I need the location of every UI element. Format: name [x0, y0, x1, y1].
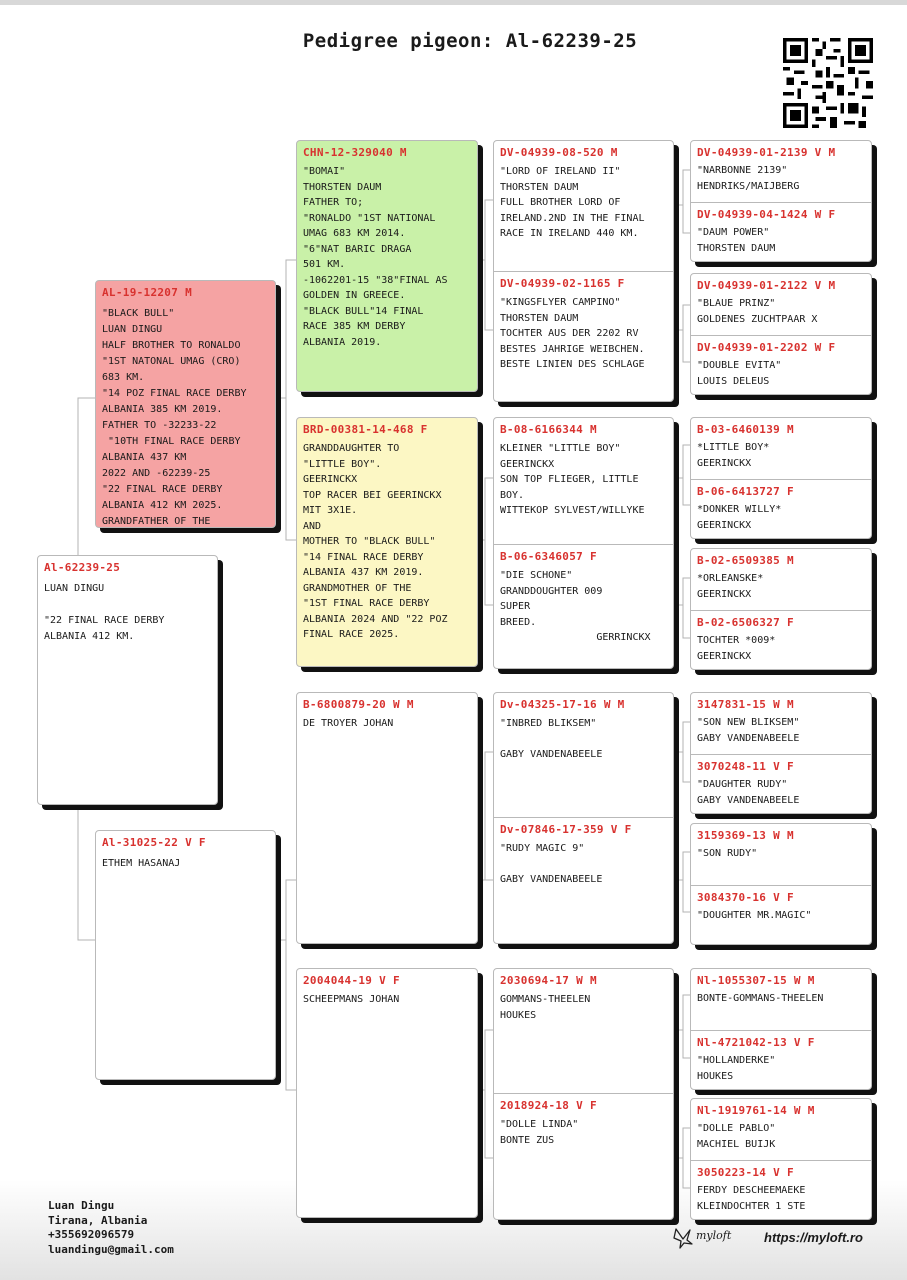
father-card: [95, 280, 276, 528]
bird-details: "DIE SCHONE" GRANDDOUGHTER 009 SUPER BREED. GERRINCKX: [500, 570, 651, 643]
ring-number: 3147831-15 W M: [697, 698, 794, 711]
ring-number: DV-04939-04-1424 W F: [697, 208, 836, 221]
mother-card: [95, 830, 276, 1080]
ring-number: 3050223-14 V F: [697, 1166, 794, 1179]
bird-details: "HOLLANDERKE" HOUKES: [697, 1055, 776, 1082]
ring-number: DV-04939-01-2202 W F: [697, 341, 836, 354]
bird-details: GOMMANS-THEELEN HOUKES: [500, 994, 591, 1021]
bird-details: "DOLLE LINDA" BONTE ZUS: [500, 1119, 579, 1146]
granddam-maternal-card: [296, 968, 478, 1218]
granddam-paternal-card: [296, 417, 478, 667]
ring-number: B-02-6509385 M: [697, 554, 794, 567]
bird-details: ETHEM HASANAJ: [102, 858, 181, 869]
bird-details: "DOUBLE EVITA" LOUIS DELEUS: [697, 360, 782, 387]
ring-number: 3084370-16 V F: [697, 891, 794, 904]
gg-grandparents-card-2: [690, 273, 872, 395]
ring-number: Al-31025-22 V F: [102, 836, 206, 849]
gg-grandparents-card-6: [690, 823, 872, 945]
bird-details: "LORD OF IRELAND II" THORSTEN DAUM FULL BROTHER LORD OF IRELAND.2ND IN THE FINAL RACE IN IRELAND 440 KM.: [500, 166, 645, 239]
ring-number: DV-04939-08-520 M: [500, 146, 618, 159]
great-grandparents-card-3: [493, 692, 674, 944]
brand-url-link[interactable]: https://myloft.ro: [764, 1230, 863, 1245]
gg-grandparents-card-5: [690, 692, 872, 814]
bird-details: "KINGSFLYER CAMPINO" THORSTEN DAUM TOCHTER AUS DER 2202 RV BESTES JAHRIGE WEIBCHEN. BESTE LINIEN DES SCHLAGE: [500, 297, 645, 370]
ring-number: 3159369-13 W M: [697, 829, 794, 842]
ring-number: DV-04939-01-2122 V M: [697, 279, 836, 292]
ring-number: 2018924-18 V F: [500, 1099, 597, 1112]
great-grandparents-card-4: [493, 968, 674, 1220]
grandsire-maternal-card: [296, 692, 478, 944]
ring-number: B-06-6346057 F: [500, 550, 597, 563]
bird-details: "SON NEW BLIKSEM" GABY VANDENABEELE: [697, 717, 800, 744]
ring-number: DV-04939-02-1165 F: [500, 277, 625, 290]
ring-number: 2004044-19 V F: [303, 974, 400, 987]
bird-details: "RUDY MAGIC 9" GABY VANDENABEELE: [500, 843, 603, 885]
bird-details: "NARBONNE 2139" HENDRIKS/MAIJBERG: [697, 165, 800, 192]
brand-bar: [672, 1226, 872, 1252]
grandsire-paternal-card: [296, 140, 478, 392]
bird-details: "INBRED BLIKSEM" GABY VANDENABEELE: [500, 718, 603, 760]
gg-grandparents-card-7: [690, 968, 872, 1090]
gg-grandparents-card-3: [690, 417, 872, 539]
page-title: Pedigree pigeon: Al-62239-25: [302, 30, 638, 52]
ring-number: Al-62239-25: [44, 561, 121, 574]
ring-number: 3070248-11 V F: [697, 760, 794, 773]
ring-number: 2030694-17 W M: [500, 974, 597, 987]
bird-details: KLEINER "LITTLE BOY" GEERINCKX SON TOP FLIEGER, LITTLE BOY. WITTEKOP SYLVEST/WILLYKE: [500, 443, 645, 516]
ring-number: Dv-04325-17-16 W M: [500, 698, 625, 711]
ring-number: Dv-07846-17-359 V F: [500, 823, 632, 836]
bird-details: LUAN DINGU "22 FINAL RACE DERBY ALBANIA 412 KM.: [44, 583, 165, 642]
ring-number: AL-19-12207 M: [102, 286, 192, 299]
bird-details: "DOUGHTER MR.MAGIC": [697, 910, 812, 921]
bird-details: "BLACK BULL" LUAN DINGU HALF BROTHER TO RONALDO "1ST NATONAL UMAG (CRO) 683 KM. "14 POZ FINAL RACE DERBY ALBANIA 385 KM 2019. FATHER TO -32233-22 "10TH FINAL RACE DERBY ALBANIA 437 KM 2022 AND -62239-25 "22 FINAL RACE DERBY ALBANIA 412 KM 2025. GRANDFATHER OF THE: [102, 308, 247, 527]
great-grandparents-card-2: [493, 417, 674, 669]
bird-details: "DAUM POWER" THORSTEN DAUM: [697, 227, 776, 254]
bird-details: FERDY DESCHEEMAEKE KLEINDOCHTER 1 STE: [697, 1185, 806, 1212]
great-grandparents-card-1: [493, 140, 674, 402]
bird-details: *DONKER WILLY* GEERINCKX: [697, 504, 782, 531]
ring-number: B-08-6166344 M: [500, 423, 597, 436]
ring-number: Nl-1055307-15 W M: [697, 974, 815, 987]
ring-number: BRD-00381-14-468 F: [303, 423, 428, 436]
bird-details: BONTE-GOMMANS-THEELEN: [697, 993, 824, 1004]
bird-details: "DAUGHTER RUDY" GABY VANDENABEELE: [697, 779, 800, 806]
bird-details: DE TROYER JOHAN: [303, 718, 394, 729]
ring-number: Nl-4721042-13 V F: [697, 1036, 815, 1049]
pigeon-logo-icon: [672, 1226, 694, 1250]
owner-contact: Luan Dingu Tirana, Albania +355692096579 luandingu@gmail.com: [48, 1199, 174, 1256]
gg-grandparents-card-8: [690, 1098, 872, 1220]
subject-card: [37, 555, 218, 805]
ring-number: B-06-6413727 F: [697, 485, 794, 498]
ring-number: CHN-12-329040 M: [303, 146, 407, 159]
ring-number: B-6800879-20 W M: [303, 698, 414, 711]
bird-details: SCHEEPMANS JOHAN: [303, 994, 400, 1005]
bird-details: *LITTLE BOY* GEERINCKX: [697, 442, 770, 469]
bird-details: GRANDDAUGHTER TO "LITTLE BOY". GEERINCKX TOP RACER BEI GEERINCKX MIT 3X1E. AND MOTHER TO "BLACK BULL" "14 FINAL RACE DERBY ALBANIA 437 KM 2019. GRANDMOTHER OF THE "1ST FINAL RACE DERBY ALBANIA 2024 AND "22 POZ FINAL RACE 2025.: [303, 443, 448, 640]
bird-details: TOCHTER *009* GEERINCKX: [697, 635, 776, 662]
bird-details: "BLAUE PRINZ" GOLDENES ZUCHTPAAR X: [697, 298, 818, 325]
bird-details: "DOLLE PABLO" MACHIEL BUIJK: [697, 1123, 776, 1150]
ring-number: B-03-6460139 M: [697, 423, 794, 436]
gg-grandparents-card-1: [690, 140, 872, 262]
ring-number: Nl-1919761-14 W M: [697, 1104, 815, 1117]
ring-number: B-02-6506327 F: [697, 616, 794, 629]
bird-details: "BOMAI" THORSTEN DAUM FATHER TO; "RONALDO "1ST NATIONAL UMAG 683 KM 2014. "6"NAT BARIC DRAGA 501 KM. -1062201-15 "38"FINAL AS GOLDEN IN GREECE. "BLACK BULL"14 FINAL RACE 385 KM DERBY ALBANIA 2019.: [303, 166, 448, 348]
bird-details: "SON RUDY": [697, 848, 758, 859]
ring-number: DV-04939-01-2139 V M: [697, 146, 836, 159]
gg-grandparents-card-4: [690, 548, 872, 670]
brand-name: myloft: [696, 1229, 732, 1242]
bird-details: *ORLEANSKE* GEERINCKX: [697, 573, 764, 600]
